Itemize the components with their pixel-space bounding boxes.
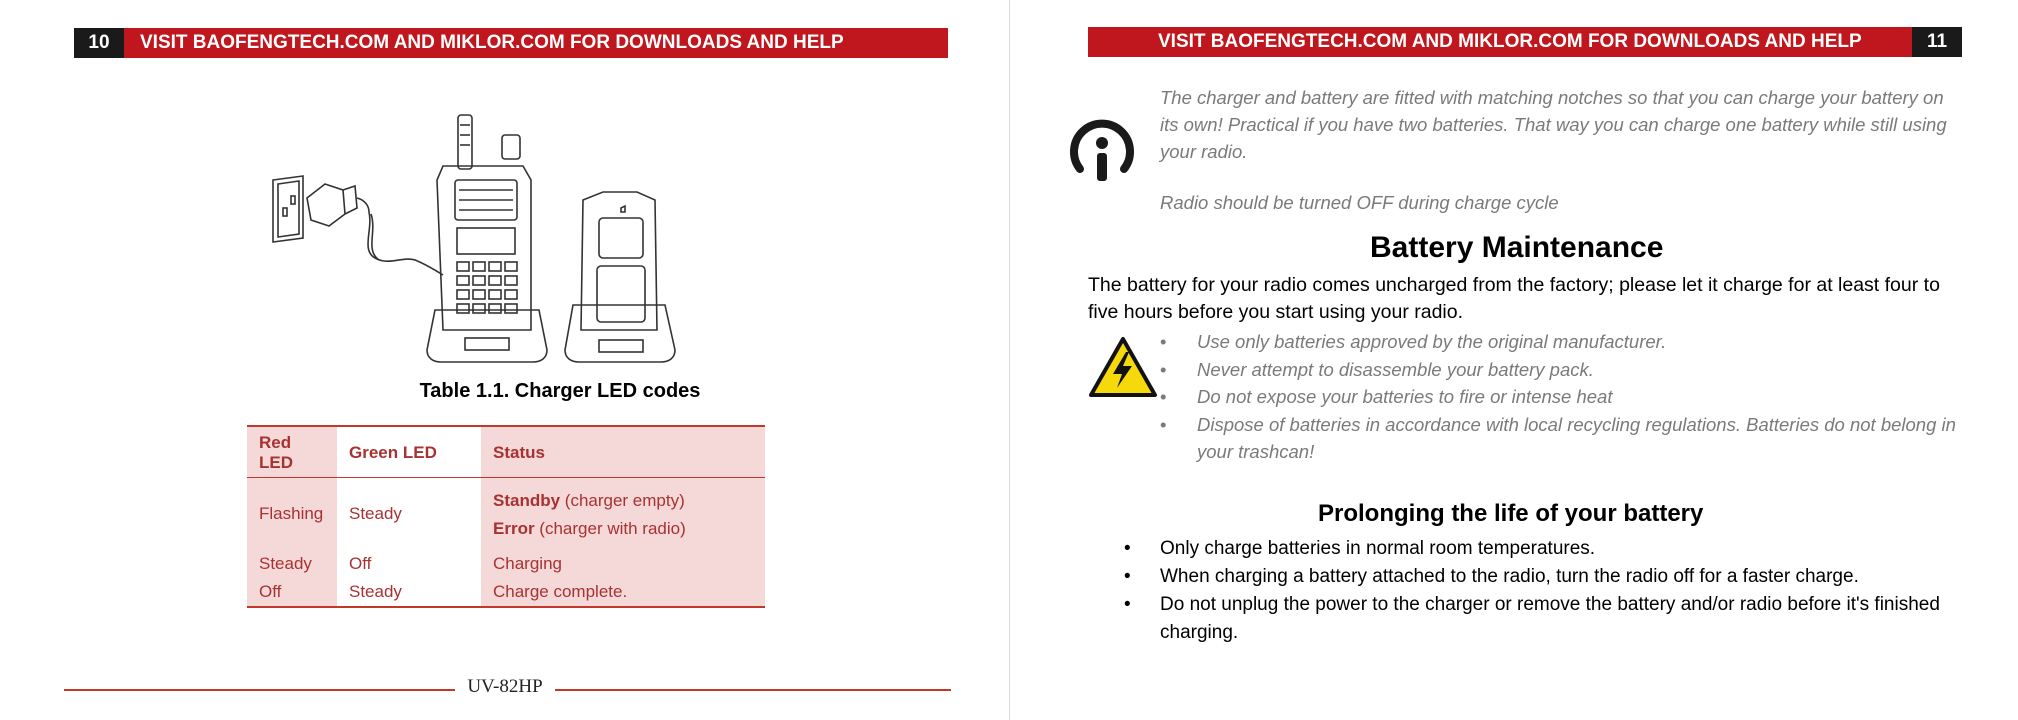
radio-charger-illustration: [265, 110, 735, 365]
table-row: [247, 578, 765, 607]
list-item: • Use only batteries approved by the original manufacturer.: [1160, 328, 1980, 356]
right-page-number: 11: [1912, 27, 1962, 57]
left-page-number: 10: [74, 28, 124, 58]
battery-paragraph: The battery for your radio comes uncharged from the factory; please let it charge for at least four to five hours before you start using your radio.: [1088, 274, 1940, 323]
footer-model: UV-82HP: [455, 676, 555, 698]
high-voltage-warning-icon: [1088, 336, 1158, 398]
left-header-bar: [74, 28, 948, 58]
status-bold: Error: [493, 519, 535, 538]
cell-red-led: Flashing: [247, 478, 337, 551]
cell-status: Charging: [481, 550, 765, 578]
table-row: [247, 550, 765, 578]
page-spine: [1009, 0, 1010, 720]
header-status: Status: [481, 426, 765, 478]
list-item: • Do not expose your batteries to fire or intense heat: [1160, 383, 1980, 411]
charger-led-table: [247, 425, 765, 608]
info-icon: [1068, 117, 1136, 185]
cell-red-led: Off: [247, 578, 337, 607]
status-rest: (charger with radio): [534, 519, 686, 538]
heading-battery-maintenance: Battery Maintenance: [1370, 231, 1664, 264]
battery-warnings-list: [1160, 328, 1980, 466]
list-item: • Never attempt to disassemble your battery pack.: [1160, 356, 1980, 384]
cell-green-led: Off: [337, 550, 481, 578]
status-line: [493, 519, 757, 539]
status-line: [493, 489, 757, 519]
charger-note: The charger and battery are fitted with matching notches so that you can charge your battery on its own! Practical if you have two batteries. That way you can charge one battery while still using your radio.: [1160, 87, 1947, 162]
cell-red-led: Steady: [247, 550, 337, 578]
heading-prolonging-life: Prolonging the life of your battery: [1318, 500, 1704, 527]
cell-status: [481, 478, 765, 551]
header-red-led: Red LED: [247, 426, 337, 478]
list-item: • Dispose of batteries in accordance with local recycling regulations. Batteries do not belong in your trashcan!: [1160, 411, 1980, 466]
charge-cycle-note: Radio should be turned OFF during charge cycle: [1160, 192, 1559, 213]
right-header-bar: [1088, 27, 1962, 57]
right-header-text: VISIT BAOFENGTECH.COM AND MIKLOR.COM FOR DOWNLOADS AND HELP: [1158, 31, 1862, 52]
list-item: • Do not unplug the power to the charger or remove the battery and/or radio before it's finished charging.: [1124, 591, 1969, 647]
left-header-text: VISIT BAOFENGTECH.COM AND MIKLOR.COM FOR DOWNLOADS AND HELP: [140, 32, 844, 53]
list-item: • When charging a battery attached to the radio, turn the radio off for a faster charge.: [1124, 563, 1969, 591]
battery-tips-list: [1124, 535, 1969, 647]
status-bold: Standby: [493, 491, 561, 510]
table-header-row: [247, 426, 765, 478]
cell-status: Charge complete.: [481, 578, 765, 607]
table-row: [247, 478, 765, 551]
cell-green-led: Steady: [337, 478, 481, 551]
table-caption: Table 1.1. Charger LED codes: [419, 380, 701, 402]
status-rest: (charger empty): [560, 491, 685, 510]
cell-green-led: Steady: [337, 578, 481, 607]
list-item: • Only charge batteries in normal room temperatures.: [1124, 535, 1969, 563]
header-green-led: Green LED: [337, 426, 481, 478]
